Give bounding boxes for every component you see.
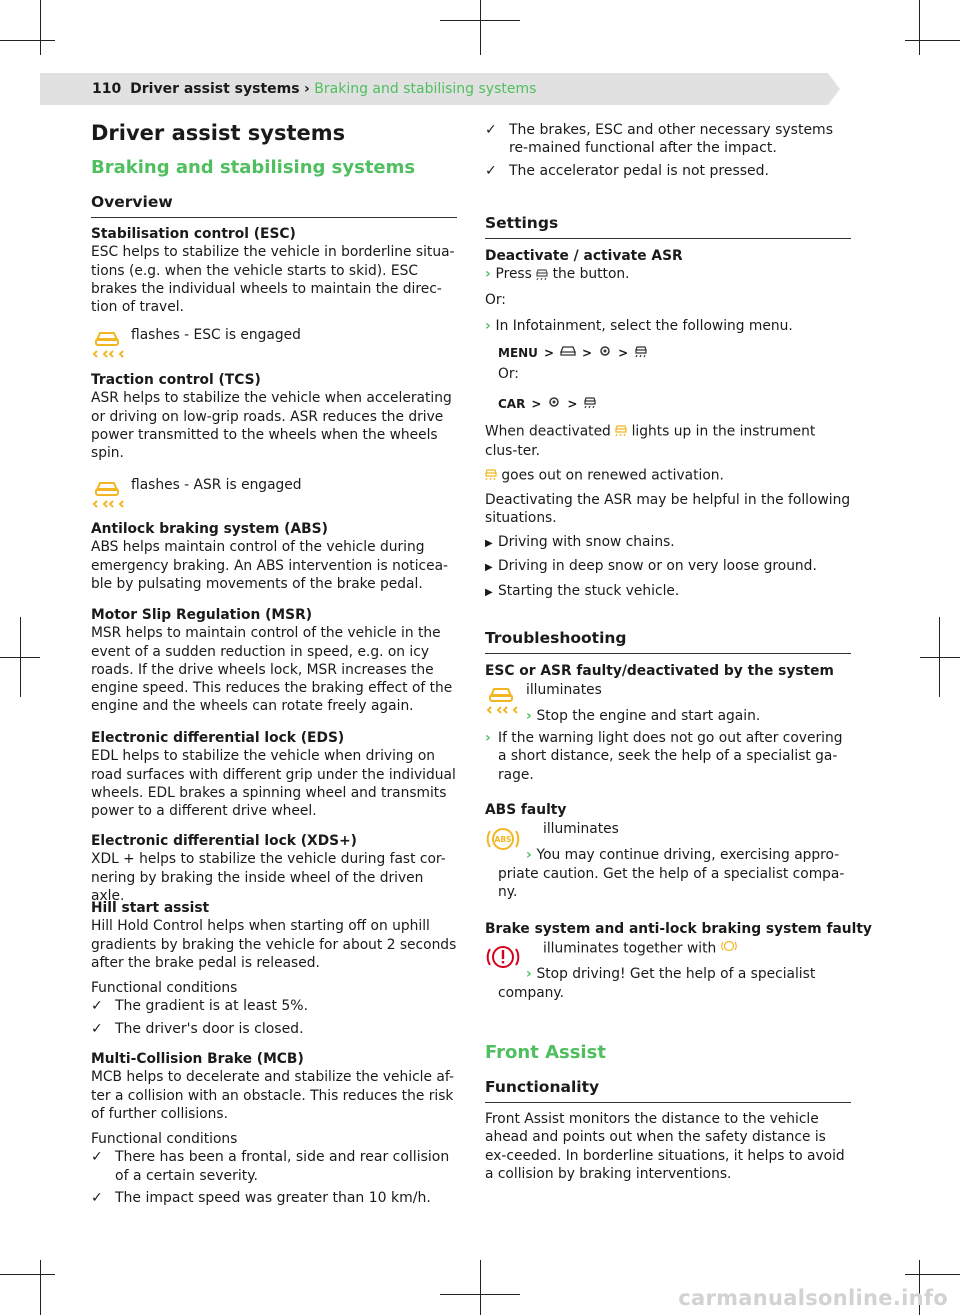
abs-faulty-heading: ABS faulty — [485, 802, 567, 818]
mcb-block — [91, 1050, 457, 1207]
crop-mark — [0, 1274, 55, 1275]
abs-illuminates-text: illuminates — [543, 821, 619, 837]
asr-menu-icon[interactable] — [634, 344, 648, 361]
troubleshooting-heading: Troubleshooting — [485, 628, 851, 654]
esc-text: ESC helps to stabilize the vehicle in borderline situa-tions (e.g. when the vehicle starts to skid). ESC brakes the individual wheels to maintain the direc-tion of travel. — [91, 244, 455, 316]
menu-button[interactable]: MENU — [498, 345, 538, 360]
situations-list — [485, 533, 851, 602]
crop-mark — [480, 1260, 481, 1315]
breadcrumb — [92, 80, 536, 98]
abs-step-continued: priate caution. Get the help of a specialist compa-ny. — [498, 866, 845, 901]
check-item: ✓ The accelerator pedal is not pressed. — [485, 162, 769, 179]
abs-text: ABS helps maintain control of the vehicle during emergency braking. An ABS intervention is noticea-ble by pulsating movements of the brake pedal. — [91, 539, 449, 592]
brake-step-continued: company. — [498, 985, 565, 1001]
check-item: ✓ The gradient is at least 5%. — [91, 998, 309, 1015]
front-assist-text: Front Assist monitors the distance to the vehicle ahead and points out when the safety distance is ex-ceeded. In borderline situations, it helps to avoid a collision by braking interventions. — [485, 1111, 845, 1182]
hill-text: Hill Hold Control helps when starting off on uphill gradients by braking the vehicle for about 2 seconds after the brake pedal is released. — [91, 918, 457, 971]
hill-heading: Hill start assist — [91, 900, 210, 916]
helpful-text: Deactivating the ASR may be helpful in the following situations. — [485, 492, 851, 527]
esc-warning-icon — [485, 683, 521, 721]
asr-button-icon[interactable] — [536, 265, 548, 286]
vehicle-icon[interactable] — [560, 345, 576, 360]
msr-text: MSR helps to maintain control of the vehicle in the event of a sudden reduction in speed, e.g. on icy roads. If the drive wheels lock, MSR increases the engine speed. This reduces the braking effect of the engine and the wheels can rotate freely again. — [91, 625, 453, 715]
functionality-heading: Functionality — [485, 1077, 851, 1103]
crop-mark — [0, 657, 40, 658]
triangle-bullet-icon: ▶ — [485, 538, 493, 549]
step-arrow-icon: › — [526, 708, 537, 724]
check-item: ✓ The brakes, ESC and other necessary systems re-mained functional after the impact. — [485, 122, 833, 157]
breadcrumb-separator: › — [304, 81, 310, 97]
check-item: ✓ The driver's door is closed. — [91, 1020, 304, 1037]
asr-icon-text: flashes - ASR is engaged — [131, 477, 302, 493]
step-arrow-icon: › — [485, 318, 496, 334]
or-text: Or: — [485, 292, 506, 308]
xds-text: XDL + helps to stabilize the vehicle during fast cor-nering by braking the inside wheel of the driven axle. — [91, 851, 446, 904]
menu-path: MENU > > > — [498, 344, 648, 361]
step-arrow-icon: › — [526, 847, 537, 863]
asr-warning-icon — [615, 421, 627, 442]
brake-faulty-heading: Brake system and anti-lock braking system faulty — [485, 921, 872, 937]
abs-block — [91, 520, 457, 593]
check-item: ✓ There has been a frontal, side and rear collision of a certain severity. — [91, 1149, 450, 1184]
xds-heading: Electronic differential lock (XDS+) — [91, 833, 357, 849]
tcs-heading: Traction control (TCS) — [91, 372, 261, 388]
illuminates-text: illuminates — [526, 682, 602, 698]
crop-mark — [920, 657, 960, 658]
watermark: carmanualsonline.info — [678, 1286, 948, 1310]
brake-step: › Stop driving! Get the help of a specialist — [526, 966, 816, 982]
esc-icon-text: flashes - ESC is engaged — [131, 327, 301, 343]
esc-block — [91, 225, 457, 316]
abs-heading: Antilock braking system (ABS) — [91, 521, 328, 537]
checkmark-icon: ✓ — [485, 162, 497, 179]
hill-conditions-label: Functional conditions — [91, 980, 238, 997]
brake-illuminates-text: illuminates together with — [543, 939, 737, 958]
front-assist-title: Front Assist — [485, 1042, 606, 1063]
crop-mark — [40, 0, 41, 55]
crop-mark — [0, 40, 55, 41]
abs-small-icon — [721, 939, 737, 958]
warning-step: › If the warning light does not go out after covering a short distance, seek the help of a specialist ga-rage. — [485, 730, 843, 783]
tcs-text: ASR helps to stabilize the vehicle when accelerating or driving on low-grip roads. ASR reduces the drive power transmitted to the wheels when the wheels spin. — [91, 390, 452, 462]
asr-icon — [91, 475, 127, 513]
esc-heading: Stabilisation control (ESC) — [91, 226, 296, 242]
step-arrow-icon: › — [526, 966, 537, 982]
car-path: CAR > > — [498, 395, 597, 412]
hill-block — [91, 899, 457, 1038]
mcb-heading: Multi-Collision Brake (MCB) — [91, 1051, 304, 1067]
crop-mark — [905, 1274, 960, 1275]
crop-mark — [480, 0, 481, 55]
list-item: ▶ Driving in deep snow or on very loose ground. — [485, 557, 851, 577]
esc-icon — [91, 325, 127, 363]
brake-warning-icon — [485, 940, 521, 978]
breadcrumb-subsection[interactable]: Braking and stabilising systems — [314, 81, 537, 97]
checkmark-icon: ✓ — [91, 1190, 103, 1207]
stop-start-step: › Stop the engine and start again. — [526, 708, 761, 724]
step-arrow-icon: › — [485, 266, 496, 282]
msr-heading: Motor Slip Regulation (MSR) — [91, 607, 313, 623]
mcb-continued — [485, 121, 851, 180]
section-title: Braking and stabilising systems — [91, 157, 416, 178]
crop-mark — [440, 1294, 520, 1295]
page-number: 110 — [92, 81, 122, 97]
infotainment-step: › In Infotainment, select the following menu. — [485, 318, 793, 334]
checkmark-icon: ✓ — [91, 1149, 103, 1166]
asr-warning-icon — [485, 465, 497, 486]
deactivate-heading: Deactivate / activate ASR — [485, 248, 683, 264]
list-item: ▶ Driving with snow chains. — [485, 533, 851, 553]
eds-text: EDL helps to stabilize the vehicle when driving on road surfaces with different grip under the individual wheels. EDL brakes a spinning wheel and transmits power to a different drive wheel. — [91, 748, 456, 820]
when-deactivated-text: When deactivated lights up in the instrument clus-ter. — [485, 421, 851, 461]
or-text: Or: — [498, 366, 519, 382]
list-item: ▶ Starting the stuck vehicle. — [485, 582, 851, 602]
step-arrow-icon: › — [485, 730, 491, 746]
crop-mark — [905, 40, 960, 41]
asr-menu-icon[interactable] — [583, 395, 597, 412]
xds-block — [91, 832, 457, 905]
tcs-block — [91, 371, 457, 462]
goes-out-text: goes out on renewed activation. — [485, 465, 724, 486]
settings-gear-icon[interactable] — [547, 395, 561, 412]
abs-warning-icon — [485, 822, 521, 860]
svg-text:ABS: ABS — [494, 835, 512, 844]
crop-mark — [40, 1260, 41, 1315]
check-item: ✓ The impact speed was greater than 10 km/h. — [91, 1190, 431, 1207]
checkmark-icon: ✓ — [91, 998, 103, 1015]
mcb-text: MCB helps to decelerate and stabilize the vehicle af-ter a collision with an obstacle. This reduces the risk of further collisions. — [91, 1069, 454, 1122]
eds-heading: Electronic differential lock (EDS) — [91, 730, 345, 746]
car-button[interactable]: CAR — [498, 396, 526, 411]
checkmark-icon: ✓ — [485, 122, 497, 138]
press-step: › Press the button. — [485, 265, 630, 286]
breadcrumb-section[interactable]: Driver assist systems — [130, 81, 300, 97]
settings-heading: Settings — [485, 213, 851, 239]
triangle-bullet-icon: ▶ — [485, 562, 493, 574]
msr-block — [91, 606, 457, 716]
checkmark-icon: ✓ — [91, 1020, 103, 1037]
crop-mark — [919, 0, 920, 55]
triangle-bullet-icon: ▶ — [485, 586, 493, 598]
page-title: Driver assist systems — [91, 121, 346, 145]
mcb-conditions-label: Functional conditions — [91, 1131, 238, 1148]
esc-asr-faulty-heading: ESC or ASR faulty/deactivated by the system — [485, 663, 834, 679]
overview-heading: Overview — [91, 192, 457, 218]
crop-mark — [440, 20, 520, 21]
settings-gear-icon[interactable] — [598, 344, 612, 361]
eds-block — [91, 729, 457, 820]
abs-step: › You may continue driving, exercising appro- — [526, 847, 840, 863]
